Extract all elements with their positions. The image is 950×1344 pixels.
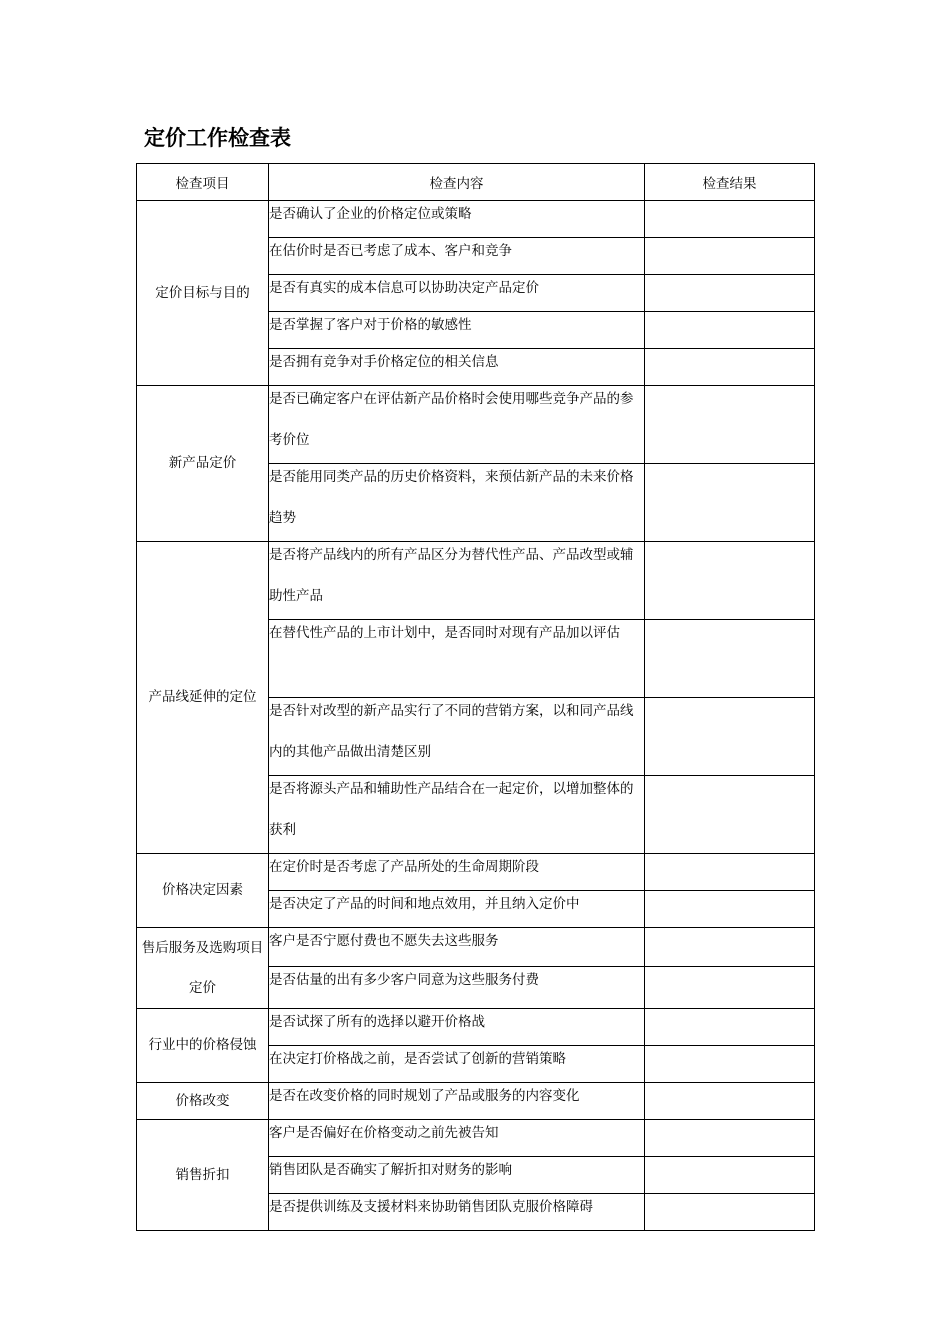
category-cell: 定价目标与目的: [137, 201, 269, 386]
category-cell: 价格改变: [137, 1083, 269, 1120]
check-content: 是否针对改型的新产品实行了不同的营销方案，以和同产品线内的其他产品做出清楚区别: [269, 703, 634, 760]
check-content: 在估价时是否已考虑了成本、客户和竞争: [269, 238, 645, 275]
check-content: 是否能用同类产品的历史价格资料，来预估新产品的未来价格趋势: [269, 469, 634, 526]
result-cell[interactable]: [645, 1120, 815, 1157]
page-title: 定价工作检查表: [144, 126, 291, 150]
result-cell[interactable]: [645, 464, 815, 542]
check-content-cell: [269, 698, 645, 776]
table-row: [137, 1009, 815, 1046]
result-cell[interactable]: [645, 698, 815, 776]
category-cell: 销售折扣: [137, 1120, 269, 1231]
table-row: [137, 1120, 815, 1157]
result-cell[interactable]: [645, 1194, 815, 1231]
result-cell[interactable]: [645, 542, 815, 620]
check-content: 是否将产品线内的所有产品区分为替代性产品、产品改型或辅助性产品: [269, 547, 634, 604]
table-row: [137, 1083, 815, 1120]
check-content-cell: [269, 542, 645, 620]
check-content-cell: [269, 464, 645, 542]
result-cell[interactable]: [645, 1009, 815, 1046]
check-content: 是否估量的出有多少客户同意为这些服务付费: [269, 967, 645, 1009]
table-row: [137, 386, 815, 464]
result-cell[interactable]: [645, 620, 815, 698]
result-cell[interactable]: [645, 386, 815, 464]
check-content: 是否掌握了客户对于价格的敏感性: [269, 312, 645, 349]
check-content: 在替代性产品的上市计划中，是否同时对现有产品加以评估: [269, 625, 620, 641]
check-content: 客户是否偏好在价格变动之前先被告知: [269, 1120, 645, 1157]
check-content: 在决定打价格战之前，是否尝试了创新的营销策略: [269, 1046, 645, 1083]
check-content: 是否决定了产品的时间和地点效用，并且纳入定价中: [269, 891, 645, 928]
table-row: [137, 854, 815, 891]
result-cell[interactable]: [645, 312, 815, 349]
result-cell[interactable]: [645, 928, 815, 967]
result-cell[interactable]: [645, 1157, 815, 1194]
header-result: 检查结果: [645, 164, 815, 201]
check-content-cell: [269, 776, 645, 854]
table-row: [137, 928, 815, 967]
header-content: 检查内容: [269, 164, 645, 201]
check-content: 是否拥有竞争对手价格定位的相关信息: [269, 349, 645, 386]
table-row: [137, 542, 815, 620]
check-content: 是否试探了所有的选择以避开价格战: [269, 1009, 645, 1046]
result-cell[interactable]: [645, 275, 815, 312]
header-row: [137, 164, 815, 201]
check-content: 是否有真实的成本信息可以协助决定产品定价: [269, 275, 645, 312]
check-content: 是否确认了企业的价格定位或策略: [269, 201, 645, 238]
check-content: 是否已确定客户在评估新产品价格时会使用哪些竞争产品的参考价位: [269, 391, 634, 448]
category-cell: 价格决定因素: [137, 854, 269, 928]
check-content-cell: [269, 386, 645, 464]
category-cell: 售后服务及选购项目定价: [137, 928, 269, 1009]
result-cell[interactable]: [645, 201, 815, 238]
category-cell: 产品线延伸的定位: [137, 542, 269, 854]
checklist-table: [136, 163, 815, 1231]
result-cell[interactable]: [645, 891, 815, 928]
category-cell: 行业中的价格侵蚀: [137, 1009, 269, 1083]
result-cell[interactable]: [645, 238, 815, 275]
check-content: 在定价时是否考虑了产品所处的生命周期阶段: [269, 854, 645, 891]
result-cell[interactable]: [645, 776, 815, 854]
table-row: [137, 201, 815, 238]
header-item: 检查项目: [137, 164, 269, 201]
result-cell[interactable]: [645, 1046, 815, 1083]
check-content: 是否在改变价格的同时规划了产品或服务的内容变化: [269, 1083, 645, 1120]
check-content-cell: [269, 620, 645, 698]
result-cell[interactable]: [645, 854, 815, 891]
check-content: 是否将源头产品和辅助性产品结合在一起定价，以增加整体的获利: [269, 781, 634, 838]
check-content: 客户是否宁愿付费也不愿失去这些服务: [269, 928, 645, 967]
category-cell: 新产品定价: [137, 386, 269, 542]
result-cell[interactable]: [645, 1083, 815, 1120]
check-content: 是否提供训练及支援材料来协助销售团队克服价格障碍: [269, 1194, 645, 1231]
check-content: 销售团队是否确实了解折扣对财务的影响: [269, 1157, 645, 1194]
result-cell[interactable]: [645, 967, 815, 1009]
result-cell[interactable]: [645, 349, 815, 386]
